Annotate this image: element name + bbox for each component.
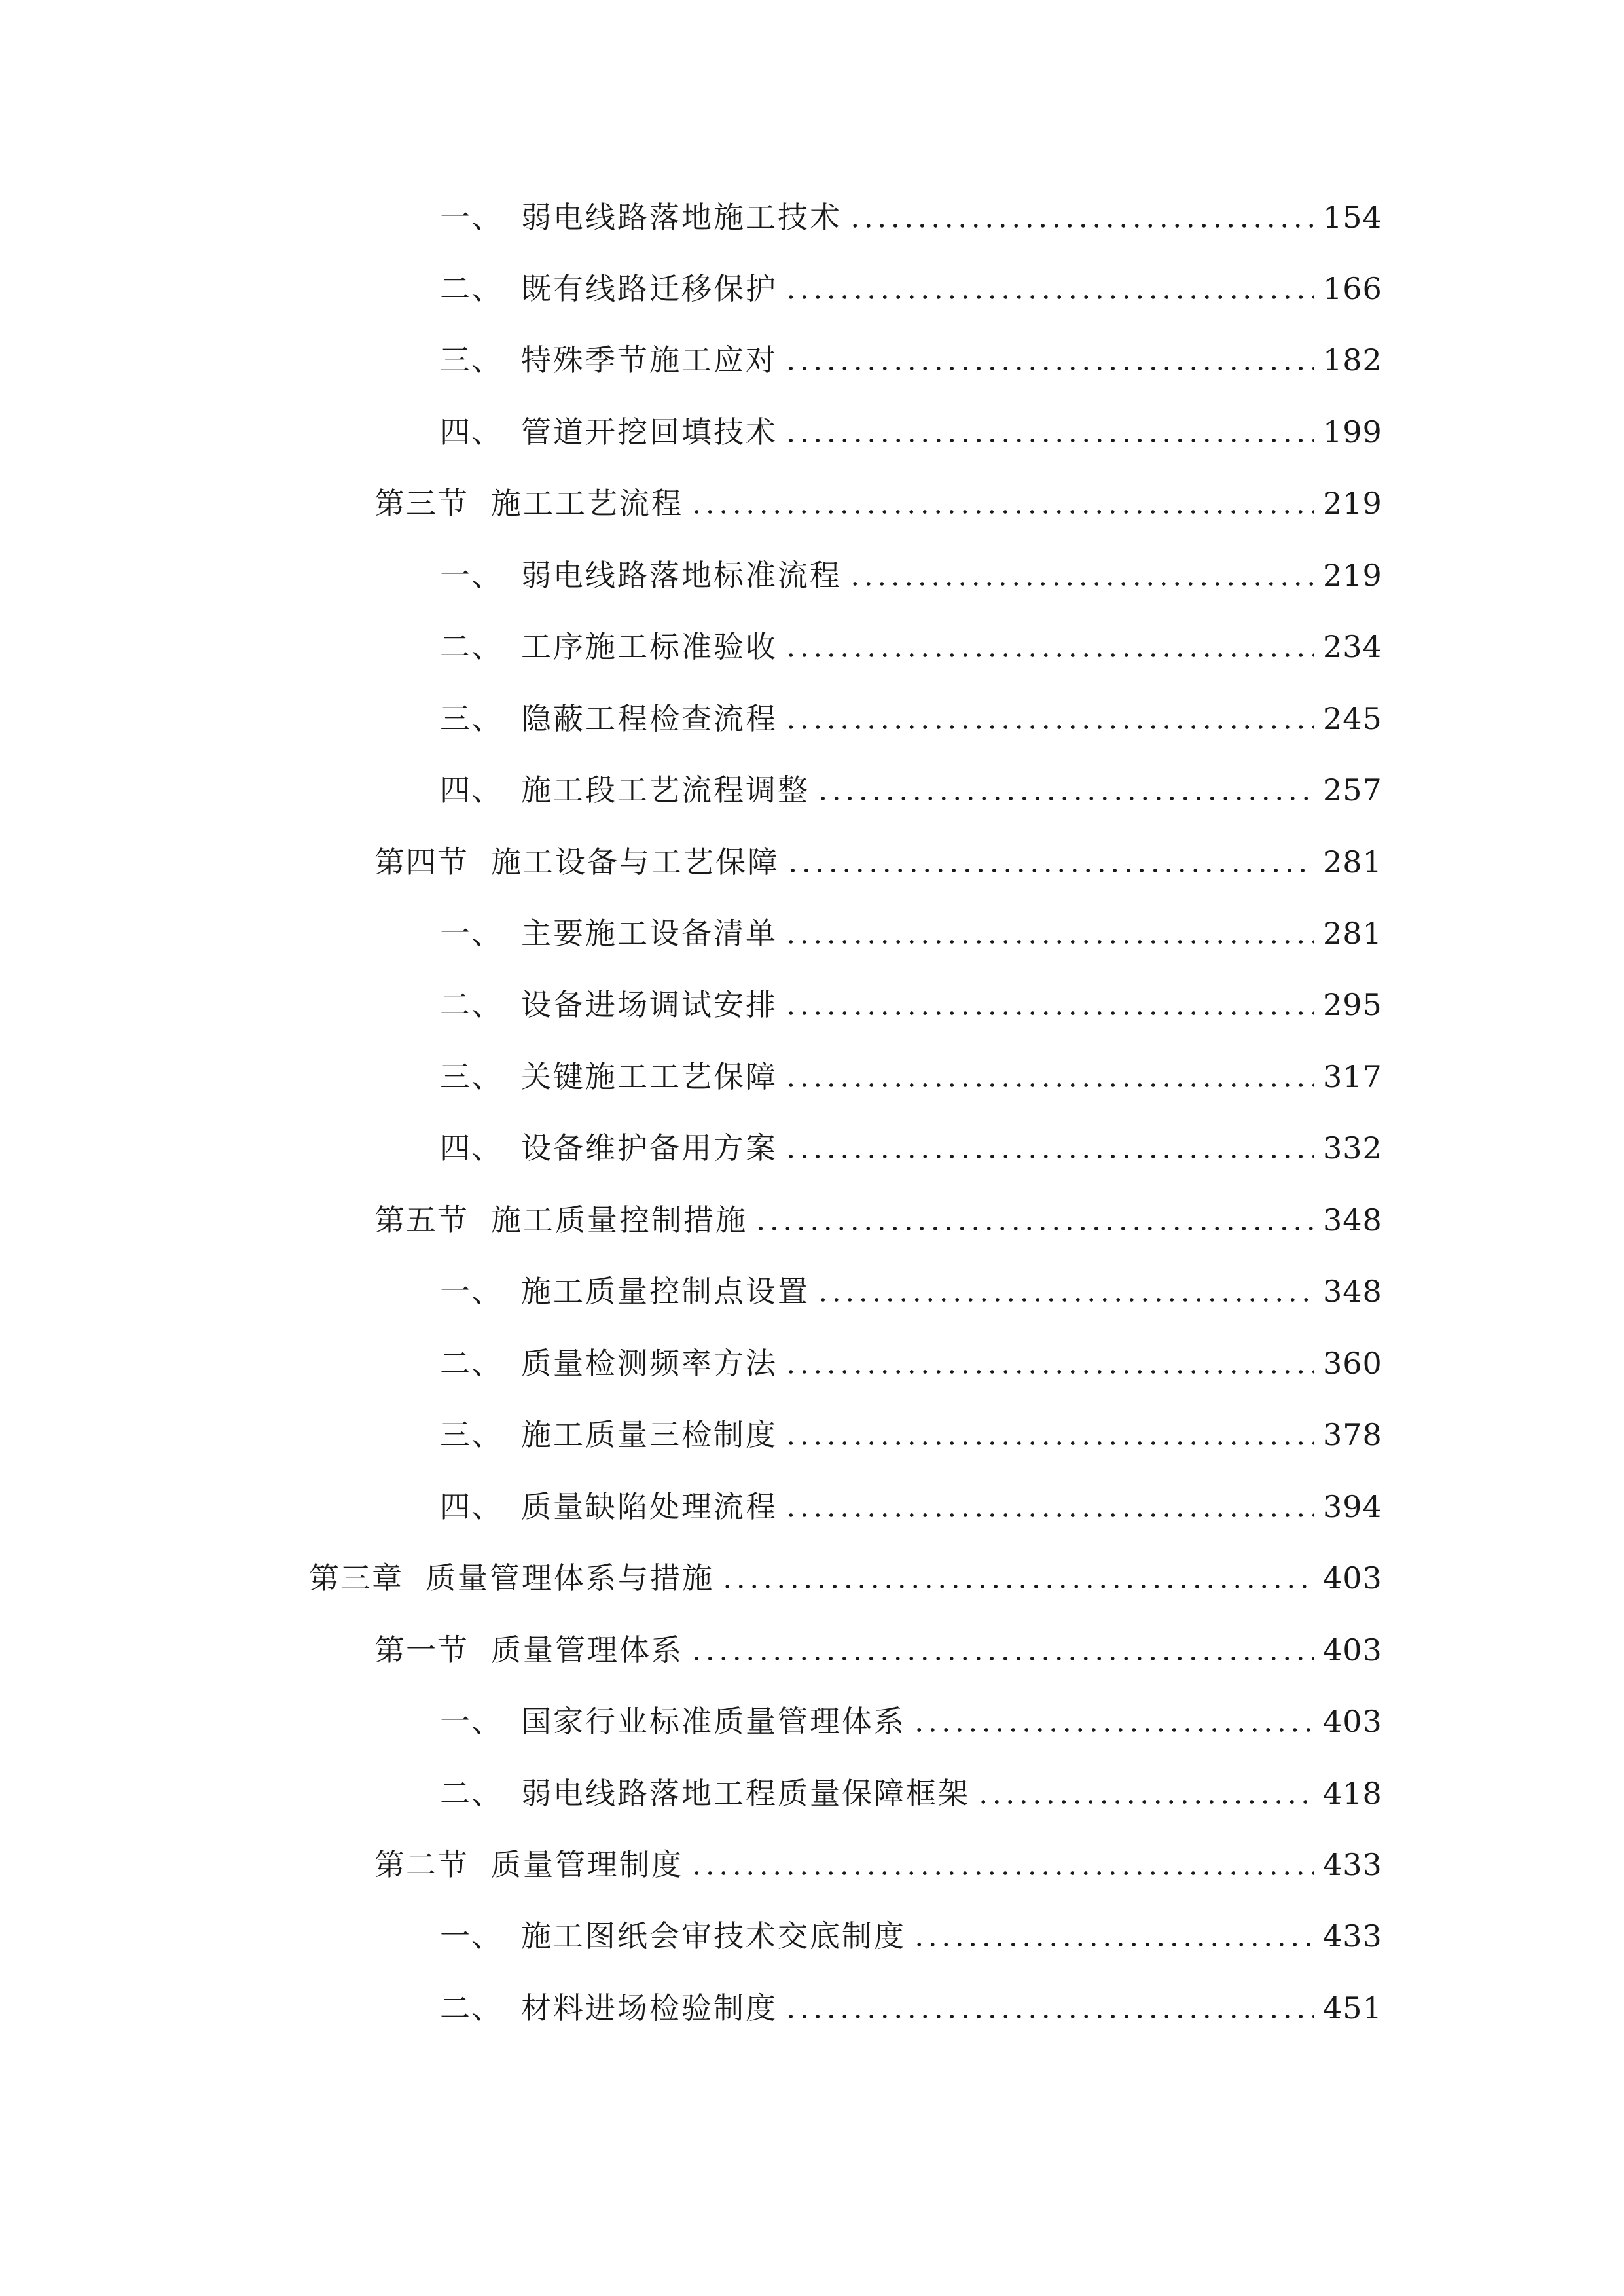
toc-entry-number: 第三章 xyxy=(309,1560,403,1596)
toc-entry-number: 四、 xyxy=(440,772,503,808)
toc-entry[interactable] xyxy=(440,1265,1382,1318)
toc-entry-page: 451 xyxy=(1323,1990,1382,2026)
toc-entry-number: 四、 xyxy=(440,414,503,450)
toc-entry-number: 四、 xyxy=(440,1130,503,1166)
toc-entry-section[interactable] xyxy=(374,1194,1382,1246)
toc-entry-page: 199 xyxy=(1323,414,1382,450)
dot-leader xyxy=(784,365,1314,372)
toc-entry-title: 质量检测频率方法 xyxy=(521,1346,778,1381)
toc-entry[interactable] xyxy=(440,406,1382,458)
dot-leader xyxy=(784,723,1314,731)
toc-entry-title: 设备维护备用方案 xyxy=(521,1130,778,1166)
toc-entry-title: 隐蔽工程检查流程 xyxy=(521,701,778,736)
toc-entry-number: 二、 xyxy=(440,629,503,664)
toc-entry-title: 关键施工工艺保障 xyxy=(521,1059,778,1094)
toc-entry-page: 418 xyxy=(1323,1776,1382,1811)
dot-leader xyxy=(784,1511,1314,1519)
dot-leader xyxy=(816,1296,1314,1304)
toc-entry-title: 国家行业标准质量管理体系 xyxy=(521,1704,906,1739)
toc-entry-page: 332 xyxy=(1323,1130,1382,1166)
toc-entry-title: 质量缺陷处理流程 xyxy=(521,1489,778,1524)
toc-entry-title: 设备进场调试安排 xyxy=(521,987,778,1022)
toc-entry[interactable] xyxy=(440,1695,1382,1748)
toc-entry-number: 三、 xyxy=(440,1059,503,1094)
toc-entry-title: 施工设备与工艺保障 xyxy=(491,844,780,880)
dot-leader xyxy=(912,1941,1314,1948)
toc-entry[interactable] xyxy=(440,1910,1382,1962)
toc-entry-number: 一、 xyxy=(440,916,503,951)
toc-entry-number: 一、 xyxy=(440,200,503,235)
toc-entry-number: 第四节 xyxy=(374,844,469,880)
toc-entry-page: 154 xyxy=(1323,200,1382,235)
toc-entry-number: 二、 xyxy=(440,987,503,1022)
dot-leader xyxy=(721,1583,1314,1590)
toc-entry-section[interactable] xyxy=(374,477,1382,529)
toc-entry-title: 施工图纸会审技术交底制度 xyxy=(521,1918,906,1954)
toc-entry-title: 管道开挖回填技术 xyxy=(521,414,778,450)
toc-entry-number: 第二节 xyxy=(374,1847,469,1882)
toc-entry-number: 一、 xyxy=(440,1274,503,1309)
toc-entry-title: 施工段工艺流程调整 xyxy=(521,772,810,808)
dot-leader xyxy=(977,1798,1314,1806)
toc-entry-number: 第一节 xyxy=(374,1632,469,1668)
toc-entry-number: 二、 xyxy=(440,1776,503,1811)
toc-entry-title: 施工质量三检制度 xyxy=(521,1417,778,1452)
toc-entry-page: 403 xyxy=(1323,1704,1382,1739)
toc-entry-title: 弱电线路落地施工技术 xyxy=(521,200,842,235)
toc-entry-number: 三、 xyxy=(440,701,503,736)
toc-entry-number: 一、 xyxy=(440,1704,503,1739)
toc-entry[interactable] xyxy=(440,1337,1382,1390)
toc-entry-page: 295 xyxy=(1323,987,1382,1022)
dot-leader xyxy=(784,1368,1314,1376)
toc-entry-title: 弱电线路落地标准流程 xyxy=(521,558,842,593)
dot-leader xyxy=(784,293,1314,301)
dot-leader xyxy=(786,867,1314,874)
toc-entry-number: 一、 xyxy=(440,558,503,593)
toc-entry-title: 主要施工设备清单 xyxy=(521,916,778,951)
dot-leader xyxy=(784,1439,1314,1447)
toc-entry-page: 234 xyxy=(1323,629,1382,664)
toc-entry-page: 433 xyxy=(1323,1918,1382,1954)
toc-entry-page: 403 xyxy=(1323,1632,1382,1668)
dot-leader xyxy=(784,1081,1314,1089)
toc-entry-title: 弱电线路落地工程质量保障框架 xyxy=(521,1776,970,1811)
toc-entry[interactable] xyxy=(440,191,1382,243)
toc-entry[interactable] xyxy=(440,1982,1382,2034)
toc-entry-section[interactable] xyxy=(374,1624,1382,1676)
toc-entry-number: 二、 xyxy=(440,271,503,306)
toc-entry-page: 360 xyxy=(1323,1346,1382,1381)
toc-entry[interactable] xyxy=(440,907,1382,960)
toc-entry-title: 材料进场检验制度 xyxy=(521,1990,778,2026)
toc-entry-title: 既有线路迁移保护 xyxy=(521,271,778,306)
toc-entry-page: 281 xyxy=(1323,844,1382,880)
toc-entry-page: 166 xyxy=(1323,271,1382,306)
toc-entry-title: 质量管理制度 xyxy=(491,1847,683,1882)
toc-entry-number: 第五节 xyxy=(374,1202,469,1238)
toc-entry-page: 348 xyxy=(1323,1202,1382,1238)
dot-leader xyxy=(690,508,1314,516)
dot-leader xyxy=(690,1655,1314,1662)
toc-entry[interactable] xyxy=(440,1050,1382,1103)
toc-entry-section[interactable] xyxy=(374,1839,1382,1891)
toc-entry[interactable] xyxy=(440,620,1382,673)
toc-entry-page: 348 xyxy=(1323,1274,1382,1309)
toc-entry-page: 403 xyxy=(1323,1560,1382,1596)
toc-entry[interactable] xyxy=(440,1408,1382,1461)
dot-leader xyxy=(784,938,1314,946)
toc-entry-page: 219 xyxy=(1323,486,1382,521)
toc-entry-page: 317 xyxy=(1323,1059,1382,1094)
toc-entry[interactable] xyxy=(440,692,1382,745)
toc-entry-number: 第三节 xyxy=(374,486,469,521)
toc-entry-title: 施工工艺流程 xyxy=(491,486,683,521)
toc-entry[interactable] xyxy=(440,549,1382,601)
toc-entry-page: 281 xyxy=(1323,916,1382,951)
toc-entry-page: 219 xyxy=(1323,558,1382,593)
dot-leader xyxy=(784,1153,1314,1160)
toc-entry-page: 378 xyxy=(1323,1417,1382,1452)
toc-entry-page: 182 xyxy=(1323,342,1382,378)
toc-entry-page: 245 xyxy=(1323,701,1382,736)
dot-leader xyxy=(690,1869,1314,1877)
dot-leader xyxy=(784,2013,1314,2020)
toc-entry-page: 433 xyxy=(1323,1847,1382,1882)
toc-entry-number: 四、 xyxy=(440,1489,503,1524)
dot-leader xyxy=(912,1726,1314,1734)
dot-leader xyxy=(848,222,1314,230)
toc-entry[interactable] xyxy=(440,1767,1382,1820)
toc-entry[interactable] xyxy=(440,262,1382,315)
toc-entry-section[interactable] xyxy=(374,836,1382,888)
toc-entry[interactable] xyxy=(440,764,1382,816)
toc-entry-number: 二、 xyxy=(440,1346,503,1381)
toc-entry-number: 三、 xyxy=(440,1417,503,1452)
toc-entry[interactable] xyxy=(440,978,1382,1031)
toc-entry-title: 特殊季节施工应对 xyxy=(521,342,778,378)
toc-entry-number: 二、 xyxy=(440,1990,503,2026)
toc-entry-chapter[interactable] xyxy=(309,1552,1382,1604)
toc-entry-title: 质量管理体系与措施 xyxy=(425,1560,714,1596)
dot-leader xyxy=(784,1009,1314,1017)
dot-leader xyxy=(784,651,1314,659)
toc-entry-page: 257 xyxy=(1323,772,1382,808)
dot-leader xyxy=(784,437,1314,444)
toc-entry-title: 质量管理体系 xyxy=(491,1632,683,1668)
toc-entry[interactable] xyxy=(440,334,1382,386)
toc-entry-title: 工序施工标准验收 xyxy=(521,629,778,664)
toc-entry-number: 一、 xyxy=(440,1918,503,1954)
toc-entry[interactable] xyxy=(440,1122,1382,1174)
toc-entry[interactable] xyxy=(440,1480,1382,1533)
toc-entry-title: 施工质量控制点设置 xyxy=(521,1274,810,1309)
toc-entry-number: 三、 xyxy=(440,342,503,378)
dot-leader xyxy=(816,795,1314,802)
dot-leader xyxy=(848,580,1314,588)
toc-entry-page: 394 xyxy=(1323,1489,1382,1524)
dot-leader xyxy=(754,1225,1314,1232)
toc-entry-title: 施工质量控制措施 xyxy=(491,1202,748,1238)
